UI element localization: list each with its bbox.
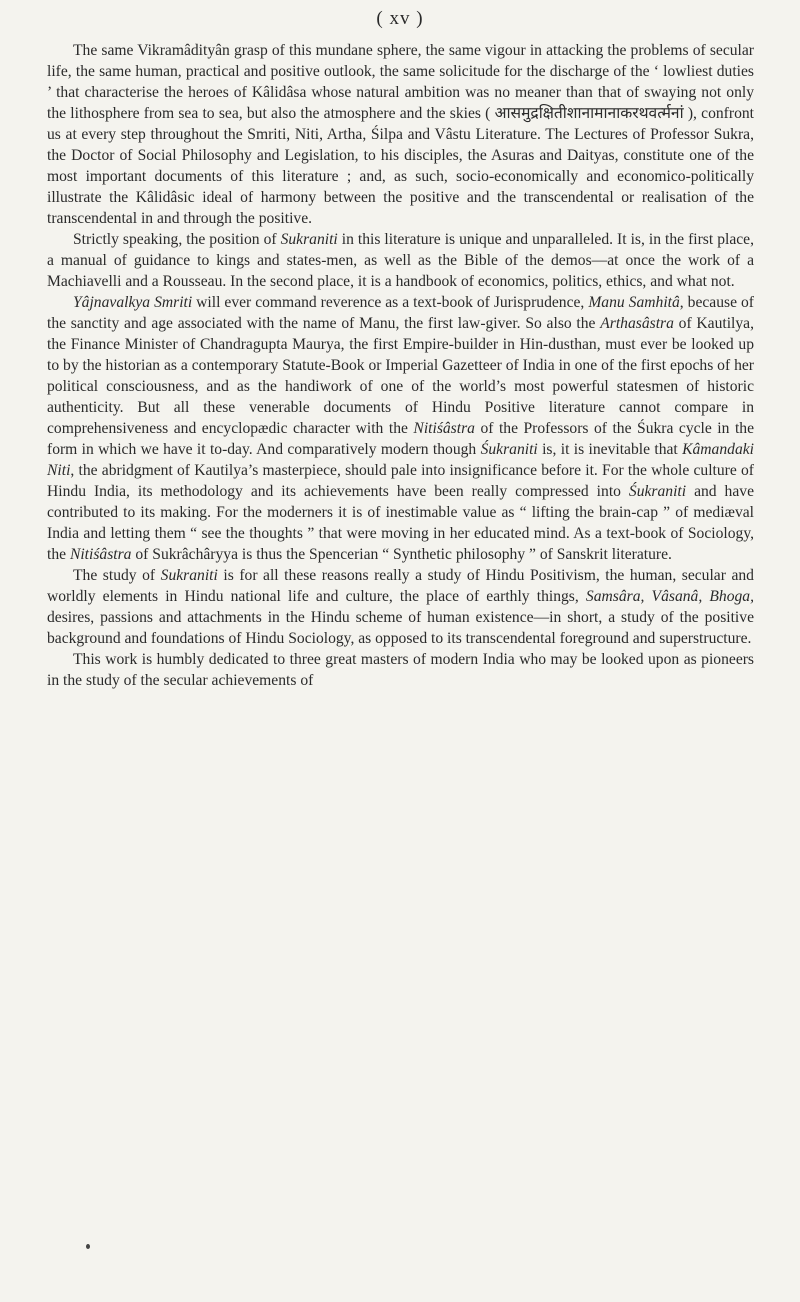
italic-text: Śukraniti [628,483,687,500]
italic-text: Nitiśâstra [413,420,475,437]
text-segment: This work is humbly dedicated to three great masters of modern India who may be looked upon as pioneers in the study of the secular achievements of [47,651,754,689]
text-segment: of the Professors of the Śukra cycle in the form in which we have it to-day. And comparatively modern though [47,420,754,458]
italic-text: Sukraniti [160,567,218,584]
page-number: ( xv ) [376,8,424,29]
body-text [47,40,754,691]
text-segment: is, it is inevitable that [537,441,683,458]
text-segment: will ever command reverence as a text-book of Jurisprudence, [192,294,589,311]
text-segment: of Sukrâchâryya is thus the Spencerian “ Synthetic philosophy ” of Sanskrit literature. [131,546,672,563]
text-segment: desires, passions and attachments in the Hindu scheme of human existence—in short, a study of the positive background and foundations of Hindu Sociology, as opposed to its transcendental foreground and superstructure. [47,609,754,647]
italic-text: Manu Samhitâ [588,294,680,311]
paragraph [47,292,754,565]
italic-text: Śukraniti [480,441,538,458]
italic-text: Yâjnavalkya Smriti [73,294,193,311]
paragraph [47,40,754,229]
paragraph [47,565,754,649]
text-segment: The same Vikramâdityân grasp of this mundane sphere, the same vigour in attacking the problems of secular life, the same human, practical and positive outlook, the same solicitude for the discharge of the ‘ lowliest duties ’ that characterise the heroes of Kâlidâsa whose natural ambition was no meaner than that of swaying not only the lithosphere from sea to sea, but also the atmosphere and the skies ( [47,42,754,122]
italic-text: Sukraniti [280,231,338,248]
text-segment: and have contributed to its making. For the moderners it is of inestimable value as “ lifting the brain-cap ” of mediæval India and letting them “ see the thoughts ” that were moving in her educated mind. As a text-book of Sociology, the [47,483,754,563]
text-segment: The study of [73,567,161,584]
text-segment: of Kautilya, the Finance Minister of Chandragupta Maurya, the first Empire-builder in Hin-dusthan, must ever be looked up to by the historian as a contemporary Statute-Book or Imperial Gazetteer of India in one of the first epochs of her political consciousness, and as the handiwork of one of the world’s most powerful statesmen of historic authenticity. But all these venerable documents of Hindu Positive literature cannot compare in comprehensiveness and encyclopædic character with the [47,315,754,437]
text-segment: is for all these reasons really a study of Hindu Positivism, the human, secular and worldly elements in Hindu national life and culture, the place of earthly things, [47,567,754,605]
text-segment: Strictly speaking, the position of [73,231,281,248]
italic-text: Arthasâstra [600,315,674,332]
text-segment: ), confront us at every step throughout the Smriti, Niti, Artha, Śilpa and Vâstu Literature. The Lectures of Professor Sukra, the Doctor of Social Philosophy and Legislation, to his disciples, the Asuras and Daityas, constitute one of the most important documents of this literature ; and, as such, socio-economically and economico-politically illustrate the Kâlidâsic ideal of harmony between the positive and the transcendental or realisation of the transcendental in and through the positive. [47,105,754,227]
text-segment: in this literature is unique and unparalleled. It is, in the first place, a manual of guidance to kings and states-men, as well as the Bible of the demos—at once the work of a Machiavelli and a Rousseau. In the second place, it is a handbook of economics, politics, ethics, and what not. [47,231,754,290]
italic-text: Samsâra, Vâsanâ, Bhoga, [585,588,754,605]
text-segment: , because of the sanctity and age associated with the name of Manu, the first law-giver. So also the [47,294,754,332]
text-segment: आसमुद्रक्षितीशानामानाकरथवर्त्मनां [494,105,684,122]
paragraph [47,229,754,292]
paragraph [47,649,754,691]
text-segment: , the abridgment of Kautilya’s masterpiece, should pale into insignificance before it. For the whole culture of Hindu India, its methodology and its achievements have been really compressed into [47,462,754,500]
italic-text: Kâmandaki Niti [47,441,754,479]
ink-speck [86,1244,90,1249]
italic-text: Nitiśâstra [69,546,132,563]
